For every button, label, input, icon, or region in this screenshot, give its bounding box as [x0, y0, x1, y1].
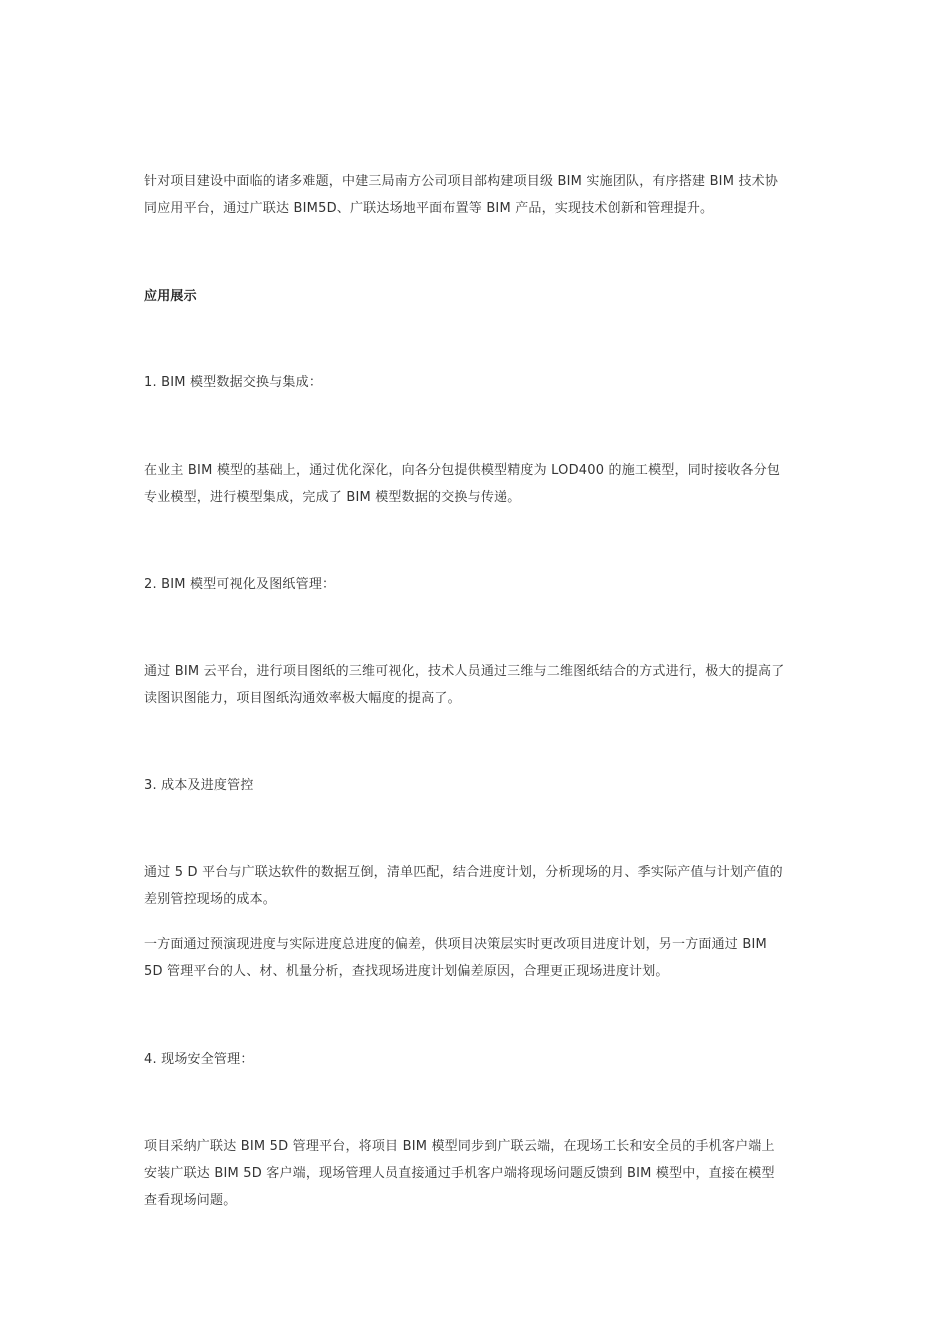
item-1-paragraph-line: 专业模型，进行模型集成，完成了 BIM 模型数据的交换与传递。: [144, 490, 521, 505]
item-4-paragraph-line: 安装广联达 BIM 5D 客户端，现场管理人员直接通过手机客户端将现场问题反馈到 BIM 模型中，直接在模型: [144, 1166, 775, 1181]
intro-line-2: 同应用平台，通过广联达 BIM5D、广联达场地平面布置等 BIM 产品，实现技术创新和管理提升。: [144, 201, 714, 216]
item-2-paragraph-line: 读图识图能力，项目图纸沟通效率极大幅度的提高了。: [144, 691, 461, 706]
item-3-paragraph-line: 5D 管理平台的人、材、机量分析，查找现场进度计划偏差原因，合理更正现场进度计划。: [144, 964, 669, 979]
item-3-title: 3. 成本及进度管控: [144, 778, 254, 793]
item-4-paragraph-line: 项目采纳广联达 BIM 5D 管理平台，将项目 BIM 模型同步到广联云端，在现场工长和安全员的手机客户端上: [144, 1139, 775, 1154]
item-3-paragraph-line: 一方面通过预演现进度与实际进度总进度的偏差，供项目决策层实时更改项目进度计划，另一方面通过 BIM: [144, 937, 767, 952]
item-4-paragraph-line: 查看现场问题。: [144, 1193, 237, 1208]
section-heading: 应用展示: [144, 289, 197, 304]
item-2-paragraph-line: 通过 BIM 云平台，进行项目图纸的三维可视化，技术人员通过三维与二维图纸结合的方式进行，极大的提高了: [144, 664, 785, 679]
item-4-title: 4. 现场安全管理：: [144, 1052, 254, 1067]
item-3-paragraph-line: 通过 5 D 平台与广联达软件的数据互倒，清单匹配，结合进度计划，分析现场的月、季实际产值与计划产值的: [144, 865, 783, 880]
intro-line-1: 针对项目建设中面临的诸多难题，中建三局南方公司项目部构建项目级 BIM 实施团队，有序搭建 BIM 技术协: [144, 174, 779, 189]
item-3-paragraph-line: 差别管控现场的成本。: [144, 892, 277, 907]
item-1-title: 1. BIM 模型数据交换与集成：: [144, 375, 323, 390]
item-2-title: 2. BIM 模型可视化及图纸管理：: [144, 577, 336, 592]
item-1-paragraph-line: 在业主 BIM 模型的基础上，通过优化深化，向各分包提供模型精度为 LOD400 的施工模型，同时接收各分包: [144, 463, 781, 478]
